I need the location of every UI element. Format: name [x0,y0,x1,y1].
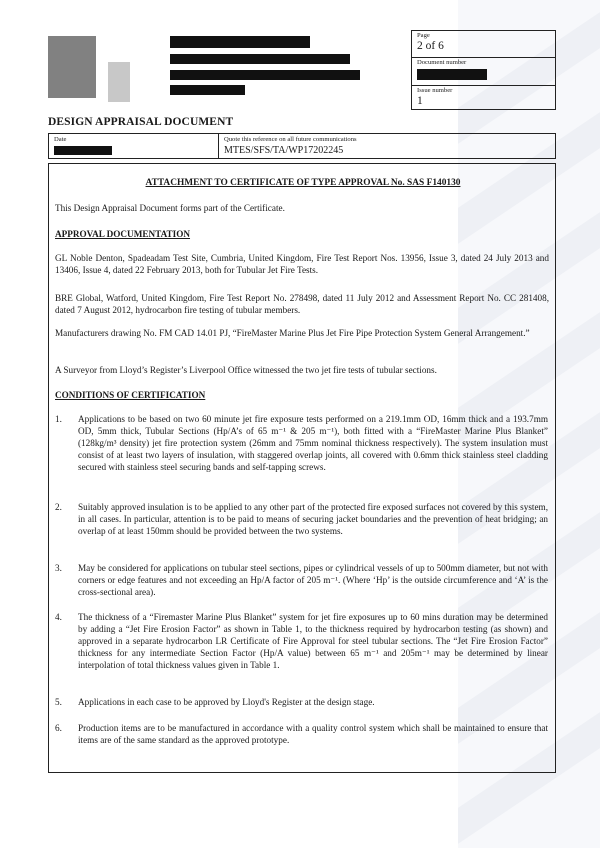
company-logo [48,36,96,98]
condition-text: Applications in each case to be approved by Lloyd's Register at the design stage. [78,697,375,707]
approval-heading: APPROVAL DOCUMENTATION [55,229,191,239]
redacted-address-line [170,70,360,80]
intro-text: This Design Appraisal Document forms part of the Certificate. [55,203,285,213]
redacted-doc-number [417,69,487,80]
attachment-body [48,163,556,773]
page-label: Page [417,32,430,39]
redacted-address-line [170,54,350,64]
quote-label: Quote this reference on all future communications [224,136,357,143]
condition-text: The thickness of a “Firemaster Marine Plus Blanket” system for jet fire exposures up to 60 mins duration may be determined by adding a “Jet Fire Erosion Factor” as shown in Table 1, to the thickness required by hydrocarbon testing (as shown) and approved in a separate hydrocarbon LR Certificate of Fire Approval for steel tubular sections. The “Jet Fire Erosion Factor” thickness for any intermediate Section Factor (Hp/A value) between 65 m⁻¹ and 205m⁻¹ may be determined by linear interpolation of total thickness values given in Table 1. [78,612,548,670]
condition-text: May be considered for applications on tubular steel sections, pipes or cylindrical vessels of up to 500mm diameter, but not with corners or edge features and not exceeding an Hp/A factor of 205 m⁻¹. (Where ‘Hp’ is the outside circumference and ‘A’ is the cross-sectional area). [78,563,548,597]
company-logo-mark [108,62,130,102]
page-info-box [411,30,556,110]
condition-number: 3. [55,563,62,573]
approval-paragraph: GL Noble Denton, Spadeadam Test Site, Cumbria, United Kingdom, Fire Test Report Nos. 13956, Issue 3, dated 24 July 2013 and 13406, Issue 4, dated 22 February 2013, both for Tubular Jet Fire Tests. [55,253,549,275]
condition-text: Production items are to be manufactured in accordance with a quality control system which shall be maintained to ensure that items are of the same standard as the approved prototype. [78,723,548,745]
condition-number: 5. [55,697,62,707]
approval-paragraph: Manufacturers drawing No. FM CAD 14.01 PJ, “FireMaster Marine Plus Jet Fire Pipe Protection System General Arrangement.” [55,328,530,338]
approval-paragraph: A Surveyor from Lloyd’s Register’s Liverpool Office witnessed the two jet fire tests of tubular sections. [55,365,437,375]
condition-text: Applications to be based on two 60 minute jet fire exposure tests performed on a 219.1mm OD, 16mm thick and a 193.7mm OD, 5mm thick, Tubular Sections (Hp/A’s of 65 m⁻¹ & 205 m⁻¹), both fitted with a “FireMaster Marine Plus Blanket” (128kg/m³ density) jet fire protection system (26mm and 75mm nominal thickness respectively). The system insulation must consist of at least two layers of insulation, with staggered overlap joints, all covered with 0.6mm thick stainless steel cladding secured with stainless steel securing bands and self-tapping screws. [78,414,548,472]
issue-value: 1 [417,95,423,107]
date-label: Date [54,136,67,143]
reference-header [48,133,556,159]
redacted-address-line [170,36,310,48]
approval-paragraph: BRE Global, Watford, United Kingdom, Fire Test Report No. 278498, dated 11 July 2012 and Assessment Report No. CC 281408, dated 7 August 2012, hydrocarbon fire testing of tubular members. [55,293,549,315]
issue-label: Issue number [417,87,453,94]
quote-reference: MTES/SFS/TA/WP17202245 [224,145,344,156]
doc-number-label: Document number [417,59,467,66]
condition-number: 6. [55,723,62,733]
condition-number: 1. [55,414,62,424]
redacted-address-line [170,85,245,95]
conditions-heading: CONDITIONS OF CERTIFICATION [55,390,206,400]
quote-cell [219,134,555,158]
date-cell [49,134,219,158]
condition-text: Suitably approved insulation is to be applied to any other part of the protected fire exposed surfaces not covered by this system, in all cases. In particular, attention is to be paid to means of securing jacket boundaries and the prevention of heat bridging; an overlap of at least 150mm should be provided between the two systems. [78,502,548,536]
condition-number: 2. [55,502,62,512]
document-title: DESIGN APPRAISAL DOCUMENT [48,116,234,128]
page-value: 2 of 6 [417,40,444,52]
condition-number: 4. [55,612,62,622]
doc-number-cell [412,57,555,85]
redacted-date [54,146,112,155]
page-cell [412,31,555,57]
issue-cell [412,85,555,110]
attachment-title: ATTACHMENT TO CERTIFICATE OF TYPE APPROVAL No. SAS F140130 [145,178,461,188]
